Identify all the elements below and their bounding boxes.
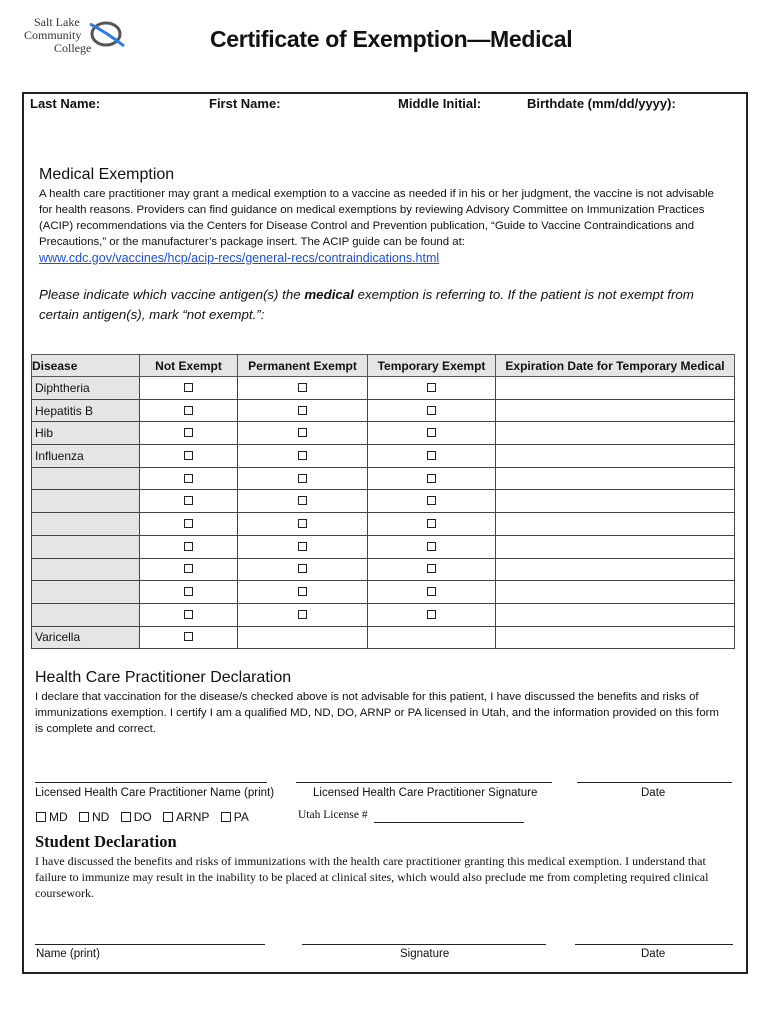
practitioner-name-label: Licensed Health Care Practitioner Name (print) bbox=[35, 787, 275, 799]
checkbox-cell bbox=[140, 513, 238, 536]
exemption-checkbox[interactable] bbox=[184, 610, 193, 619]
disease-cell: Hib bbox=[32, 422, 140, 445]
table-row bbox=[32, 513, 735, 536]
disease-cell bbox=[32, 535, 140, 558]
student-date-line[interactable] bbox=[575, 944, 733, 945]
exemption-checkbox[interactable] bbox=[184, 632, 193, 641]
exemption-checkbox[interactable] bbox=[298, 406, 307, 415]
student-heading: Student Declaration bbox=[35, 832, 177, 851]
empty-cell bbox=[238, 626, 368, 649]
logo-text-line: Salt Lake bbox=[34, 15, 80, 29]
col-expiration-date: Expiration Date for Temporary Medical bbox=[496, 355, 735, 377]
expiration-date-cell[interactable] bbox=[496, 445, 735, 468]
exemption-checkbox[interactable] bbox=[184, 542, 193, 551]
vaccine-table bbox=[31, 354, 735, 649]
expiration-date-cell[interactable] bbox=[496, 581, 735, 604]
table-row bbox=[32, 535, 735, 558]
checkbox-cell bbox=[140, 490, 238, 513]
college-logo bbox=[24, 16, 124, 60]
checkbox-cell bbox=[368, 399, 496, 422]
exemption-checkbox[interactable] bbox=[427, 474, 436, 483]
exemption-checkbox[interactable] bbox=[298, 496, 307, 505]
credential-do[interactable] bbox=[121, 810, 152, 824]
col-temporary-exempt: Temporary Exempt bbox=[368, 355, 496, 377]
exemption-checkbox[interactable] bbox=[298, 587, 307, 596]
disease-cell bbox=[32, 467, 140, 490]
checkbox-cell bbox=[368, 581, 496, 604]
practitioner-date-label: Date bbox=[641, 787, 666, 799]
medical-exemption-text: A health care practitioner may grant a medical exemption to a vaccine as needed if in his or her judgment, the vaccine is not advisable for health reasons. Providers can find guidance on medical exemptions by reviewing Advisory Committee on Immunization Practices (ACIP) recommendations via the Centers for Disease Control and Prevention publication, “Guide to Vaccine Contraindications and Precautions,” or the manufacturer’s package insert. The ACIP guide can be found at: bbox=[39, 188, 714, 248]
exemption-checkbox[interactable] bbox=[184, 564, 193, 573]
exemption-checkbox[interactable] bbox=[184, 428, 193, 437]
student-date-label: Date bbox=[641, 948, 666, 960]
checkbox-cell bbox=[368, 603, 496, 626]
exemption-checkbox[interactable] bbox=[427, 406, 436, 415]
exemption-checkbox[interactable] bbox=[184, 587, 193, 596]
utah-license-label: Utah License # bbox=[298, 809, 368, 821]
practitioner-signature-line[interactable] bbox=[296, 782, 552, 783]
credential-checkboxes bbox=[36, 810, 257, 824]
table-row bbox=[32, 558, 735, 581]
table-row bbox=[32, 626, 735, 649]
credential-md[interactable] bbox=[36, 810, 68, 824]
checkbox-cell bbox=[140, 626, 238, 649]
table-row bbox=[32, 377, 735, 400]
empty-cell bbox=[368, 626, 496, 649]
checkbox[interactable] bbox=[79, 812, 89, 822]
checkbox-cell bbox=[238, 603, 368, 626]
expiration-date-cell[interactable] bbox=[496, 377, 735, 400]
checkbox-cell bbox=[140, 445, 238, 468]
checkbox-cell bbox=[238, 377, 368, 400]
disease-cell bbox=[32, 558, 140, 581]
practitioner-heading: Health Care Practitioner Declaration bbox=[35, 669, 292, 686]
exemption-checkbox[interactable] bbox=[184, 474, 193, 483]
col-permanent-exempt: Permanent Exempt bbox=[238, 355, 368, 377]
utah-license-line[interactable] bbox=[374, 822, 524, 823]
exemption-checkbox[interactable] bbox=[298, 451, 307, 460]
checkbox[interactable] bbox=[121, 812, 131, 822]
credential-pa[interactable] bbox=[221, 810, 249, 824]
exemption-checkbox[interactable] bbox=[184, 406, 193, 415]
exemption-checkbox[interactable] bbox=[427, 428, 436, 437]
exemption-checkbox[interactable] bbox=[184, 383, 193, 392]
checkbox-cell bbox=[368, 535, 496, 558]
disease-cell bbox=[32, 490, 140, 513]
checkbox-cell bbox=[368, 445, 496, 468]
table-row bbox=[32, 490, 735, 513]
disease-cell bbox=[32, 603, 140, 626]
checkbox[interactable] bbox=[36, 812, 46, 822]
checkbox-cell bbox=[238, 422, 368, 445]
exemption-checkbox[interactable] bbox=[427, 564, 436, 573]
credential-arnp[interactable] bbox=[163, 810, 209, 824]
table-row bbox=[32, 603, 735, 626]
exemption-checkbox[interactable] bbox=[298, 542, 307, 551]
exemption-checkbox[interactable] bbox=[298, 610, 307, 619]
expiration-date-cell[interactable] bbox=[496, 626, 735, 649]
exemption-checkbox[interactable] bbox=[298, 564, 307, 573]
table-row bbox=[32, 422, 735, 445]
disease-cell: Hepatitis B bbox=[32, 399, 140, 422]
practitioner-name-line[interactable] bbox=[35, 782, 267, 783]
disease-cell bbox=[32, 513, 140, 536]
exemption-checkbox[interactable] bbox=[298, 474, 307, 483]
first-name-field[interactable]: First Name: bbox=[209, 96, 281, 111]
exemption-checkbox[interactable] bbox=[427, 496, 436, 505]
credential-label: ARNP bbox=[176, 810, 210, 824]
instruction-text bbox=[39, 285, 729, 325]
student-text: I have discussed the benefits and risks of immunizations with the health care practitioner granting this medical exemption. I understand that failure to immunize may result in the inability to be placed at clinical sites, which would also preclude me from completing required clinical coursework. bbox=[35, 854, 709, 900]
logo-text-line: Community bbox=[24, 28, 82, 42]
expiration-date-cell[interactable] bbox=[496, 603, 735, 626]
exemption-checkbox[interactable] bbox=[427, 519, 436, 528]
checkbox-cell bbox=[140, 399, 238, 422]
medical-exemption-heading: Medical Exemption bbox=[39, 166, 175, 183]
expiration-date-cell[interactable] bbox=[496, 399, 735, 422]
expiration-date-cell[interactable] bbox=[496, 422, 735, 445]
checkbox-cell bbox=[238, 558, 368, 581]
student-signature-line[interactable] bbox=[302, 944, 546, 945]
checkbox-cell bbox=[140, 558, 238, 581]
exemption-checkbox[interactable] bbox=[298, 428, 307, 437]
student-name-label: Name (print) bbox=[36, 948, 100, 960]
expiration-date-cell[interactable] bbox=[496, 558, 735, 581]
student-signature-label: Signature bbox=[400, 948, 450, 960]
birthdate-field[interactable]: Birthdate (mm/dd/yyyy): bbox=[527, 96, 676, 111]
practitioner-text: I declare that vaccination for the disease/s checked above is not advisable for this patient, I have discussed the benefits and risks of immunizations exemption. I certify I am a qualified MD, ND, DO, ARNP or PA licensed in Utah, and the information provided on this form is complete and correct. bbox=[35, 691, 719, 735]
checkbox-cell bbox=[140, 377, 238, 400]
exemption-checkbox[interactable] bbox=[184, 519, 193, 528]
student-name-line[interactable] bbox=[35, 944, 265, 945]
checkbox-cell bbox=[238, 513, 368, 536]
disease-cell: Influenza bbox=[32, 445, 140, 468]
exemption-checkbox[interactable] bbox=[184, 496, 193, 505]
credential-nd[interactable] bbox=[79, 810, 109, 824]
checkbox-cell bbox=[368, 467, 496, 490]
last-name-field[interactable]: Last Name: bbox=[30, 96, 101, 111]
credential-label: PA bbox=[233, 810, 249, 824]
exemption-checkbox[interactable] bbox=[427, 542, 436, 551]
expiration-date-cell[interactable] bbox=[496, 490, 735, 513]
credential-label: ND bbox=[92, 810, 110, 824]
disease-cell: Varicella bbox=[32, 626, 140, 649]
checkbox[interactable] bbox=[163, 812, 173, 822]
exemption-checkbox[interactable] bbox=[184, 451, 193, 460]
checkbox-cell bbox=[368, 377, 496, 400]
expiration-date-cell[interactable] bbox=[496, 535, 735, 558]
middle-initial-field[interactable]: Middle Initial: bbox=[398, 96, 482, 111]
checkbox-cell bbox=[140, 581, 238, 604]
exemption-checkbox[interactable] bbox=[427, 451, 436, 460]
practitioner-signature-label: Licensed Health Care Practitioner Signature bbox=[313, 787, 538, 799]
checkbox-cell bbox=[368, 422, 496, 445]
col-disease: Disease bbox=[32, 355, 140, 377]
instruction-pre: Please indicate which vaccine antigen(s) the bbox=[39, 287, 305, 302]
checkbox-cell bbox=[140, 467, 238, 490]
cdc-link[interactable]: www.cdc.gov/vaccines/hcp/acip-recs/general-recs/contraindications.html bbox=[39, 251, 440, 265]
exemption-checkbox[interactable] bbox=[427, 587, 436, 596]
credential-label: DO bbox=[133, 810, 152, 824]
exemption-checkbox[interactable] bbox=[427, 610, 436, 619]
credential-label: MD bbox=[49, 810, 68, 824]
checkbox-cell bbox=[238, 399, 368, 422]
checkbox-cell bbox=[238, 467, 368, 490]
expiration-date-cell[interactable] bbox=[496, 513, 735, 536]
disease-cell bbox=[32, 581, 140, 604]
practitioner-date-line[interactable] bbox=[577, 782, 732, 783]
checkbox-cell bbox=[368, 513, 496, 536]
checkbox-cell bbox=[140, 422, 238, 445]
checkbox[interactable] bbox=[221, 812, 231, 822]
disease-cell: Diphtheria bbox=[32, 377, 140, 400]
page-title: Certificate of Exemption—Medical bbox=[210, 26, 573, 52]
checkbox-cell bbox=[140, 603, 238, 626]
checkbox-cell bbox=[238, 490, 368, 513]
checkbox-cell bbox=[238, 445, 368, 468]
exemption-checkbox[interactable] bbox=[298, 519, 307, 528]
col-not-exempt: Not Exempt bbox=[140, 355, 238, 377]
table-row bbox=[32, 399, 735, 422]
logo-swoosh-icon bbox=[86, 18, 126, 52]
checkbox-cell bbox=[238, 581, 368, 604]
table-row bbox=[32, 581, 735, 604]
instruction-post: exemption is referring to. If the patient is not exempt from certain antigen(s), mark “not exempt.”: bbox=[39, 287, 694, 322]
exemption-checkbox[interactable] bbox=[298, 383, 307, 392]
expiration-date-cell[interactable] bbox=[496, 467, 735, 490]
instruction-bold: medical bbox=[304, 287, 354, 302]
table-row bbox=[32, 467, 735, 490]
table-row bbox=[32, 445, 735, 468]
checkbox-cell bbox=[238, 535, 368, 558]
checkbox-cell bbox=[368, 558, 496, 581]
logo-text-line: College bbox=[54, 41, 92, 55]
exemption-checkbox[interactable] bbox=[427, 383, 436, 392]
checkbox-cell bbox=[140, 535, 238, 558]
checkbox-cell bbox=[368, 490, 496, 513]
